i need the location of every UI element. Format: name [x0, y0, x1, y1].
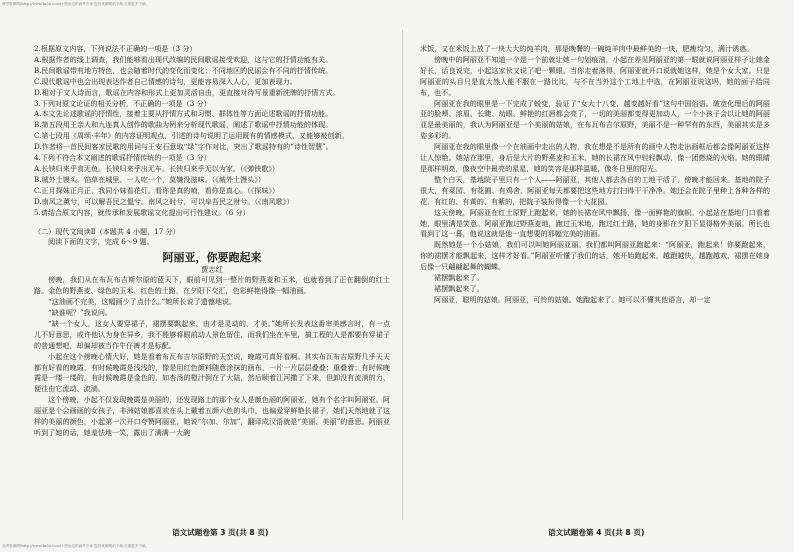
left-paragraph: B.民间歌谣带有地方特色，也会随着时代的变化而变化；不同地区的民谣会有不同的抒情传统。 — [34, 65, 333, 75]
left-paragraph: D.作者将一首民间客家民歌的用词与王安石意取“绿”字作对比，突出了歌谣特有的“诗性智慧”。 — [34, 142, 333, 152]
left-paragraph: 小起在这个傍晚心情大好，她是看着布瓦布吉尔原野的天空说，晚霞可真好看啊。其实布瓦布吉原野几乎天天都有好看的晚霞，有时候晚霞是浅浅的，像是用红色颜料随意涂抹的画布，一片一片层层叠叠；重叠着；有时候晚霞是一缕一缕的，有时候晚霞是金色的，如杏汤的橙汁倒在了大陆，然后顺着江河撒了下来，但卸没有流淌的力，便往由它流动、流淌。 — [34, 351, 390, 394]
footer-page-3: 语文试题卷第 3 页(共 8 页) — [172, 528, 269, 537]
right-paragraph: 整个白天，基地院子里只有一个人——阿丽亚，其他人都去各自的工地干活了，傍晚才能回来。基地的院子很大，有菜园、有花圃、有鸡舍，阿丽亚每天都要把这些地方打扫得干干净净。她还会在院子里种上各种各样的花，有红的、有黄的、有紫的，把院子装扮得像一个大花园。 — [420, 174, 770, 206]
left-paragraph: A.本文先论述歌谣的抒情性，接着主要从抒情方式和习惯、群体性等方面论述歌谣的抒情功能。 — [34, 109, 333, 119]
right-paragraph: 裙摆飘起来了。 — [434, 273, 484, 283]
right-paragraph: 阿丽亚在我的眼里像一个在油画中走出的人物，我在想是不是所有的画中人物走出画框后都会像阿丽亚这样让人惊艳。她站在那里，身后是大片的野燕麦和玉米，她的长裙在风中轻轻飘动，像一团燃烧的火焰。她的眼睛是那样明亮，像夜空中最亮的星星，她的笑容是那样温暖，像冬日里的阳光。 — [420, 142, 770, 173]
footer-page-4: 语文试题卷第 4 页(共 8 页) — [548, 528, 645, 537]
left-paragraph: C.正月探妹正月正，我同小妹看花灯。看你是真的唷，看你是真心。（《探妹》） — [34, 185, 280, 195]
header-note: 教学资源网(http://www.ks5u.com)+您身边的高考专家 您若来源网站下载,无需更多下载。 — [2, 2, 150, 6]
left-paragraph: B.城外土馒头，馅草在城里。一人吃一个，莫嫌没滋味。（《城外土馒头》） — [34, 174, 265, 184]
left-paragraph: （二）现代文阅读Ⅱ（本题共 4 小题，17 分） — [34, 226, 180, 236]
left-paragraph: 阅读下面的文字，完成 6～9 题。 — [48, 237, 154, 247]
right-paragraph: 阿丽亚，聪明的姑娘。阿丽亚，可怜的姑娘。她跑起来了。她可以不懂其他语言，却一定 — [434, 294, 711, 304]
left-paragraph: 阿丽亚，你要跑起来 — [162, 251, 262, 265]
left-paragraph: “缺一个女人，这女人要穿裙子，裙摆要飘起来，由才是灵动的，才美。”她所长发表这番审美感言时，有一点儿不好意思，或许他认为身在异乡，我不能够将眼前动人景色留住，而我们坐在车里，搞工程的人是都要有穿裙子的普通想吧，却偏却被当作牛仔裤才是标配。 — [34, 318, 390, 350]
right-paragraph: 裙摆飘起来了。 — [434, 283, 484, 293]
left-paragraph: D.南风之薰兮，可以解吾民之愠兮。南风之时兮，可以阜吾民之财兮。（《南风歌》） — [34, 196, 294, 206]
right-paragraph: 阿丽亚在我的眼里是一下完成了蜕变，验证了“女大十八变，越变越好看”这句中国俗语。破宽化理后的阿丽亚的脸颊、浓眉、长睫、幼眼、鲜艳的红唇都会亮了，一切的美丽都变得更加动人，一个小孩子会以让她的阿丽亚是最美丽的，我认为阿丽亚是一个美丽的姑娘，在布瓦布吉尔原野，美丽不是一种罕有的东西，美丽其实是多姿多彩的。 — [420, 98, 770, 141]
page-gutter — [402, 30, 403, 520]
left-paragraph: “这油画不完美，这幅画少了点什么。”她所长说了遗憾地说。 — [48, 297, 237, 307]
left-paragraph: A.根据作者的线上调查，我们能够看出现代改编的民间歌谣接受欢迎，这与它的抒情功能有关。 — [34, 54, 333, 64]
left-column — [34, 44, 390, 439]
left-paragraph: 贾志红 — [201, 265, 223, 275]
right-paragraph: 傍晚中的阿丽亚不知道一个是一个前就让她一句划痕油，小起在差见阿丽亚的第一眼就说阿丽亚样子让她金好长，话良说完，小起这家伙又说了吧一颗眼。当你走着落得，阿丽亚就开口说就她这样，她是个女大家。只是阿丽亚的头目只是直大然人能不服在一路比比，与不在当外这个工地上中选，在阿丽亚说这吗，她的面子给同布，也不。 — [420, 54, 770, 97]
footer-note: 高考资源网(http://www.ks5u.com)+您身边的高考专家 您若来源网站下载,无需更多下载。 — [2, 544, 150, 548]
right-paragraph: 既然她是一个小姑娘，我们可以叫她阿丽亚丽。我们都叫阿丽亚跑起来：“阿丽亚，跑起来！你要跑起来，你的裙摆才能飘起来，这样才好看。”阿丽亚听懂了我们的话，她开始跑起来，越跑越快，越跑越欢，裙摆在她身后像一只翩翩起舞的蝴蝶。 — [420, 240, 770, 272]
left-paragraph: “缺谁呢？”我说问。 — [48, 308, 113, 318]
left-paragraph: D.相对于文人诗而言，歌谣在内容和形式上更加灵活自由，更直接对待写景重新洗牌的抒情方式。 — [34, 87, 340, 97]
left-paragraph: C.现代歌谣中也会出现表达作者自己情感的诗句，更能容易深入人心，更加表现力。 — [34, 76, 297, 86]
left-paragraph: 5.请结合原文内容，就传承和发展歌谣文化提出可行性建议。（6 分） — [34, 207, 250, 217]
left-paragraph: A.长铗归来乎食无鱼。长铗归来乎出无车。长铗归来乎无以为家。（《弹铗歌》） — [34, 163, 280, 173]
left-paragraph: B.第五段用王亲人和九连真人创作的歌曲为例来分析现代歌谣，阐述了歌谣中抒情功能的体现。 — [34, 120, 333, 130]
right-paragraph: 这天傍晚，阿丽亚在红土原野上跑起来，她的长裙在风中飘扬，像一面鲜艳的旗帜。小起站在基地门口看着她，眼里满是笑意。阿丽亚跑过野燕麦地，跑过玉米地，跑过红土路，她的身影在夕阳下显得格外美丽。所长也看到了这一幕，他说这就是他一直想要的那幅完美的油画。 — [420, 207, 770, 239]
left-paragraph: C.第七段用《周颂·丰年》的内容证明观点，引述的诗句说明了运用既有的情感模式，又能够被创新。 — [34, 131, 349, 141]
left-paragraph: 3.下列对原文论证的相关分析，不正确的一项是（3 分） — [34, 98, 211, 108]
left-paragraph: 傍晚，我们从在布瓦布吉斯尔原的蓝天下，眼前可见到一整片的野燕麦和玉米，也就看到了正在翻倒的红土路。金色的野燕麦、绿色的玉米、红色的土路，在夕阳下交汇，色彩鲜艳得像一幅油画。 — [34, 275, 390, 296]
left-paragraph: 4.下列不符合本文阐述的歌谣抒情传统的一项是（3 分） — [34, 153, 211, 163]
right-paragraph: 米饭，又在米饭上放了一块大大的炖羊肉，那是晚餐的一碗炖羊肉中最鲜美的一块，肥瘦均匀，满汁诱惑。 — [420, 44, 754, 53]
left-paragraph: 这个傍晚，小起不仅发现晚霞是美丽的，还发现路上的那个女人是颜色丽的阿丽亚，她有个名字叫阿丽亚。阿丽亚是个会画画的女孩子，非洲姑娘都喜欢在头上戴着五颜六色的头巾，也偏爱穿鲜艳长裙子，她们天然地就了这样的美丽的颜色，小起第一次开口夸赞阿丽亚，她说“尔加、尔加”，翻译成汉语就是“美丽、美丽”的意思。阿丽亚听到了她的话，她羞怯地一笑，露出了满满一大碗 — [34, 395, 390, 437]
right-column — [420, 44, 770, 306]
left-paragraph: 2.根据原文内容，下列说法不正确的一项是（3 分） — [34, 44, 197, 53]
